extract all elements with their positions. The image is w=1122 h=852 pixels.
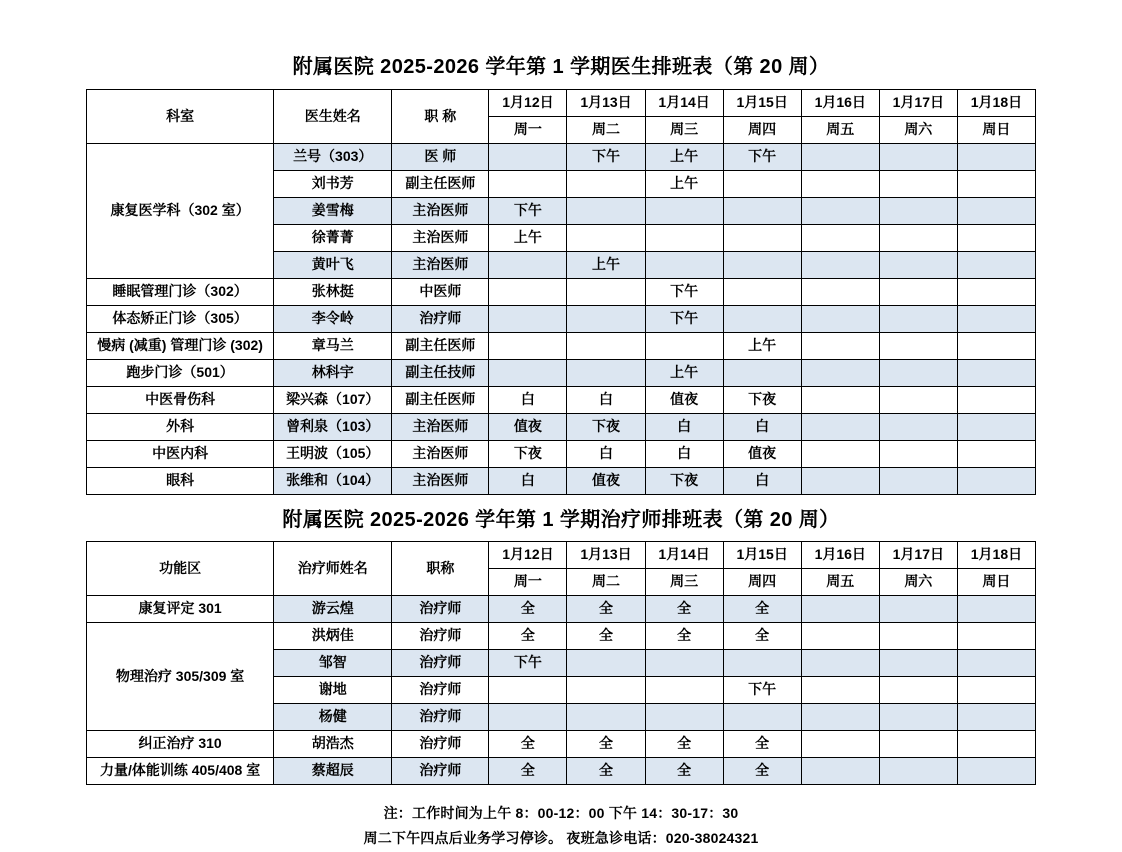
doctor-shift-cell-d1 [489,144,567,171]
doctor-shift-cell-d3: 白 [645,441,723,468]
therapist-shift-cell-d3: 全 [645,731,723,758]
doctor-shift-cell-d6 [879,279,957,306]
doctor-shift-cell-d2 [567,171,645,198]
doctor-dept-cell: 中医内科 [87,441,274,468]
table-row [87,144,1036,171]
therapist-shift-cell-d2 [567,677,645,704]
doctor-shift-cell-d5 [801,225,879,252]
therapist-shift-cell-d6 [879,731,957,758]
therapist-shift-cell-d6 [879,758,957,785]
doctor-shift-cell-d6 [879,198,957,225]
therapist-shift-cell-d6 [879,596,957,623]
doctor-shift-cell-d2 [567,225,645,252]
doctor-shift-cell-d3: 上午 [645,171,723,198]
therapist-shift-cell-d5 [801,731,879,758]
therapist-shift-cell-d7 [957,677,1035,704]
doctor-name-cell: 张林挺 [274,279,392,306]
therapist-shift-cell-d7 [957,731,1035,758]
therapist-shift-cell-d2: 全 [567,731,645,758]
doctor-title-cell: 主治医师 [392,414,489,441]
therapist-shift-cell-d1: 全 [489,623,567,650]
therapist-dept-cell: 康复评定 301 [87,596,274,623]
therapist-name-cell: 杨健 [274,704,392,731]
therapist-dept-cell: 纠正治疗 310 [87,731,274,758]
doctor-shift-cell-d2 [567,306,645,333]
doctor-shift-cell-d2 [567,360,645,387]
doctor-shift-cell-d3 [645,252,723,279]
doctor-header-weekday-3: 周三 [645,117,723,144]
therapist-title-cell: 治疗师 [392,677,489,704]
therapist-name-cell: 洪炳佳 [274,623,392,650]
therapist-header-weekday-4: 周四 [723,569,801,596]
doctor-shift-cell-d1 [489,306,567,333]
therapist-shift-cell-d1 [489,677,567,704]
doctor-title-cell: 副主任技师 [392,360,489,387]
doctor-shift-cell-d3 [645,333,723,360]
therapist-shift-cell-d4 [723,650,801,677]
doctor-shift-cell-d4 [723,306,801,333]
doctor-shift-cell-d2: 白 [567,441,645,468]
therapist-header-date-4: 1月15日 [723,542,801,569]
therapist-header-weekday-7: 周日 [957,569,1035,596]
therapist-header-weekday-3: 周三 [645,569,723,596]
doctor-shift-cell-d3: 下午 [645,279,723,306]
doctor-shift-cell-d2: 下午 [567,144,645,171]
doctor-shift-cell-d2 [567,198,645,225]
doctor-shift-cell-d3: 下夜 [645,468,723,495]
doctor-shift-cell-d7 [957,198,1035,225]
doctor-shift-cell-d5 [801,468,879,495]
therapist-header-weekday-6: 周六 [879,569,957,596]
doctor-title-cell: 副主任医师 [392,387,489,414]
doctor-header-weekday-2: 周二 [567,117,645,144]
therapist-shift-cell-d7 [957,650,1035,677]
doctor-shift-cell-d7 [957,279,1035,306]
doctor-shift-cell-d1 [489,171,567,198]
therapist-title-cell: 治疗师 [392,758,489,785]
therapist-shift-cell-d2 [567,704,645,731]
doctor-shift-cell-d5 [801,414,879,441]
doctor-dept-cell: 体态矫正门诊（305） [87,306,274,333]
therapist-shift-cell-d3 [645,677,723,704]
therapist-schedule-table-wrapper [86,541,1036,785]
doctor-shift-cell-d5 [801,306,879,333]
therapist-shift-cell-d4: 全 [723,758,801,785]
doctor-name-cell: 王明波（105） [274,441,392,468]
table-row [87,387,1036,414]
therapist-title-cell: 治疗师 [392,704,489,731]
therapist-name-cell: 谢地 [274,677,392,704]
doctor-dept-cell: 睡眠管理门诊（302） [87,279,274,306]
doctor-header-name: 医生姓名 [274,90,392,144]
doctor-shift-cell-d2 [567,333,645,360]
table-row [87,468,1036,495]
therapist-shift-cell-d5 [801,650,879,677]
doctor-dept-cell: 慢病 (减重) 管理门诊 (302) [87,333,274,360]
doctor-shift-cell-d3 [645,225,723,252]
therapist-shift-cell-d4 [723,704,801,731]
doctor-shift-cell-d7 [957,360,1035,387]
doctor-shift-cell-d6 [879,252,957,279]
doctor-name-cell: 曾利泉（103） [274,414,392,441]
doctor-header-weekday-6: 周六 [879,117,957,144]
therapist-shift-cell-d3: 全 [645,596,723,623]
table-row [87,414,1036,441]
doctor-shift-cell-d3: 白 [645,414,723,441]
doctor-shift-cell-d4 [723,171,801,198]
doctor-shift-cell-d2: 下夜 [567,414,645,441]
doctor-dept-cell: 中医骨伤科 [87,387,274,414]
therapist-shift-cell-d6 [879,704,957,731]
doctor-header-date-6: 1月17日 [879,90,957,117]
doctor-shift-cell-d5 [801,144,879,171]
therapist-name-cell: 胡浩杰 [274,731,392,758]
doctor-header-dept: 科室 [87,90,274,144]
doctor-shift-cell-d5 [801,171,879,198]
therapist-shift-cell-d2 [567,650,645,677]
doctor-title-cell: 副主任医师 [392,333,489,360]
doctor-shift-cell-d4 [723,360,801,387]
therapist-table-body [87,596,1036,785]
therapist-shift-cell-d4: 全 [723,731,801,758]
therapist-header-dept: 功能区 [87,542,274,596]
doctor-header-date-1: 1月12日 [489,90,567,117]
doctor-title-cell: 主治医师 [392,468,489,495]
doctor-title-cell: 主治医师 [392,225,489,252]
doctor-shift-cell-d5 [801,279,879,306]
therapist-header-weekday-1: 周一 [489,569,567,596]
doctor-shift-cell-d1 [489,360,567,387]
doctor-shift-cell-d1 [489,252,567,279]
doctor-shift-cell-d6 [879,171,957,198]
doctor-shift-cell-d4: 上午 [723,333,801,360]
doctor-title-cell: 主治医师 [392,198,489,225]
doctor-shift-cell-d3: 上午 [645,360,723,387]
doctor-shift-cell-d4: 白 [723,414,801,441]
doctor-shift-cell-d3: 下午 [645,306,723,333]
therapist-shift-cell-d7 [957,758,1035,785]
doctor-shift-cell-d7 [957,225,1035,252]
therapist-shift-cell-d1: 全 [489,731,567,758]
doctor-shift-cell-d6 [879,144,957,171]
therapist-name-cell: 邹智 [274,650,392,677]
therapist-shift-cell-d6 [879,650,957,677]
doctor-shift-cell-d4 [723,279,801,306]
doctor-shift-cell-d4 [723,225,801,252]
therapist-shift-cell-d3 [645,704,723,731]
therapist-dept-cell: 物理治疗 305/309 室 [87,623,274,731]
doctor-shift-cell-d1 [489,333,567,360]
doctor-title-cell: 中医师 [392,279,489,306]
doctor-shift-cell-d1: 白 [489,387,567,414]
therapist-name-cell: 游云煌 [274,596,392,623]
therapist-shift-cell-d1: 全 [489,758,567,785]
table-row [87,306,1036,333]
therapist-shift-cell-d4: 全 [723,596,801,623]
therapist-shift-cell-d6 [879,677,957,704]
doctor-shift-cell-d3: 上午 [645,144,723,171]
doctor-title-cell: 副主任医师 [392,171,489,198]
therapist-header-weekday-5: 周五 [801,569,879,596]
doctor-header-date-2: 1月13日 [567,90,645,117]
doctor-title-cell: 医 师 [392,144,489,171]
therapist-header-date-6: 1月17日 [879,542,957,569]
doctor-shift-cell-d6 [879,360,957,387]
doctor-dept-cell: 眼科 [87,468,274,495]
therapist-shift-cell-d5 [801,704,879,731]
therapist-header-date-3: 1月14日 [645,542,723,569]
therapist-shift-cell-d5 [801,758,879,785]
table-row [87,279,1036,306]
therapist-shift-cell-d3: 全 [645,758,723,785]
therapist-header-date-2: 1月13日 [567,542,645,569]
doctor-name-cell: 张维和（104） [274,468,392,495]
doctor-name-cell: 姜雪梅 [274,198,392,225]
doctor-shift-cell-d5 [801,360,879,387]
therapist-shift-cell-d4: 下午 [723,677,801,704]
doctor-dept-cell: 康复医学科（302 室） [87,144,274,279]
doctor-shift-cell-d1: 下午 [489,198,567,225]
doctor-shift-cell-d6 [879,468,957,495]
therapist-header-date-5: 1月16日 [801,542,879,569]
doctor-name-cell: 章马兰 [274,333,392,360]
therapist-shift-cell-d2: 全 [567,596,645,623]
doctor-shift-cell-d4: 下午 [723,144,801,171]
note-emergency-phone: 周二下午四点后业务学习停诊。 夜班急诊电话：020-38024321 [363,829,759,846]
doctor-shift-cell-d6 [879,333,957,360]
doctor-name-cell: 兰号（303） [274,144,392,171]
doctor-table-head [87,90,1036,144]
therapist-shift-cell-d3 [645,650,723,677]
doctor-title-cell: 主治医师 [392,441,489,468]
doctor-dept-cell: 外科 [87,414,274,441]
doctor-shift-cell-d4: 下夜 [723,387,801,414]
doctor-header-date-4: 1月15日 [723,90,801,117]
doctor-shift-cell-d4 [723,252,801,279]
therapist-shift-cell-d1: 全 [489,596,567,623]
doctor-shift-cell-d7 [957,144,1035,171]
table-row [87,623,1036,650]
therapist-header-weekday-2: 周二 [567,569,645,596]
therapist-title-cell: 治疗师 [392,650,489,677]
table-row [87,596,1036,623]
table-row [87,360,1036,387]
doctor-shift-cell-d1: 上午 [489,225,567,252]
therapist-shift-cell-d1 [489,704,567,731]
doctor-shift-cell-d7 [957,171,1035,198]
doctor-schedule-title: 附属医院 2025-2026 学年第 1 学期医生排班表（第 20 周） [292,56,830,78]
doctor-shift-cell-d6 [879,306,957,333]
doctor-shift-cell-d5 [801,387,879,414]
doctor-dept-cell: 跑步门诊（501） [87,360,274,387]
therapist-shift-cell-d5 [801,623,879,650]
therapist-header-date-7: 1月18日 [957,542,1035,569]
doctor-header-title: 职 称 [392,90,489,144]
doctor-shift-cell-d7 [957,306,1035,333]
doctor-shift-cell-d3 [645,198,723,225]
therapist-shift-cell-d4: 全 [723,623,801,650]
doctor-shift-cell-d6 [879,414,957,441]
doctor-shift-cell-d2: 白 [567,387,645,414]
doctor-header-weekday-7: 周日 [957,117,1035,144]
doctor-shift-cell-d7 [957,441,1035,468]
doctor-title-cell: 主治医师 [392,252,489,279]
doctor-shift-cell-d5 [801,198,879,225]
therapist-header-title: 职称 [392,542,489,596]
doctor-shift-cell-d6 [879,441,957,468]
doctor-name-cell: 徐菁菁 [274,225,392,252]
doctor-name-cell: 黄叶飞 [274,252,392,279]
therapist-header-name: 治疗师姓名 [274,542,392,596]
doctor-shift-cell-d7 [957,252,1035,279]
therapist-table-head [87,542,1036,596]
doctor-shift-cell-d1: 白 [489,468,567,495]
doctor-shift-cell-d1 [489,279,567,306]
therapist-header-row-dates [87,542,1036,569]
doctor-shift-cell-d3: 值夜 [645,387,723,414]
doctor-header-row-dates [87,90,1036,117]
doctor-header-weekday-1: 周一 [489,117,567,144]
therapist-header-date-1: 1月12日 [489,542,567,569]
therapist-title-cell: 治疗师 [392,596,489,623]
therapist-shift-cell-d1: 下午 [489,650,567,677]
therapist-dept-cell: 力量/体能训练 405/408 室 [87,758,274,785]
therapist-title-cell: 治疗师 [392,623,489,650]
therapist-shift-cell-d5 [801,677,879,704]
therapist-shift-cell-d2: 全 [567,623,645,650]
doctor-shift-cell-d2: 上午 [567,252,645,279]
doctor-name-cell: 刘书芳 [274,171,392,198]
doctor-table-body [87,144,1036,495]
doctor-shift-cell-d4: 值夜 [723,441,801,468]
doctor-shift-cell-d5 [801,441,879,468]
doctor-shift-cell-d5 [801,252,879,279]
doctor-name-cell: 梁兴森（107） [274,387,392,414]
doctor-schedule-table [86,89,1036,495]
doctor-shift-cell-d6 [879,387,957,414]
note-working-hours: 注：工作时间为上午 8：00-12：00 下午 14：30-17：30 [383,805,739,821]
doctor-shift-cell-d7 [957,414,1035,441]
doctor-shift-cell-d4 [723,198,801,225]
therapist-shift-cell-d7 [957,623,1035,650]
therapist-shift-cell-d2: 全 [567,758,645,785]
doctor-shift-cell-d2: 值夜 [567,468,645,495]
doctor-header-date-3: 1月14日 [645,90,723,117]
table-row [87,441,1036,468]
therapist-name-cell: 蔡超辰 [274,758,392,785]
doctor-shift-cell-d4: 白 [723,468,801,495]
therapist-schedule-title: 附属医院 2025-2026 学年第 1 学期治疗师排班表（第 20 周） [282,509,840,531]
doctor-header-weekday-5: 周五 [801,117,879,144]
therapist-shift-cell-d5 [801,596,879,623]
therapist-shift-cell-d6 [879,623,957,650]
doctor-shift-cell-d5 [801,333,879,360]
doctor-header-weekday-4: 周四 [723,117,801,144]
therapist-shift-cell-d7 [957,596,1035,623]
table-row [87,758,1036,785]
therapist-shift-cell-d3: 全 [645,623,723,650]
doctor-shift-cell-d1: 下夜 [489,441,567,468]
table-row [87,333,1036,360]
doctor-header-date-5: 1月16日 [801,90,879,117]
table-row [87,731,1036,758]
doctor-shift-cell-d1: 值夜 [489,414,567,441]
doctor-shift-cell-d7 [957,468,1035,495]
doctor-shift-cell-d6 [879,225,957,252]
therapist-schedule-table [86,541,1036,785]
doctor-shift-cell-d7 [957,387,1035,414]
doctor-schedule-table-wrapper [86,89,1036,495]
footer-notes [0,785,1122,850]
doctor-name-cell: 李令岭 [274,306,392,333]
therapist-title-cell: 治疗师 [392,731,489,758]
therapist-shift-cell-d7 [957,704,1035,731]
doctor-title-cell: 治疗师 [392,306,489,333]
doctor-shift-cell-d2 [567,279,645,306]
doctor-name-cell: 林科宇 [274,360,392,387]
doctor-shift-cell-d7 [957,333,1035,360]
doctor-header-date-7: 1月18日 [957,90,1035,117]
